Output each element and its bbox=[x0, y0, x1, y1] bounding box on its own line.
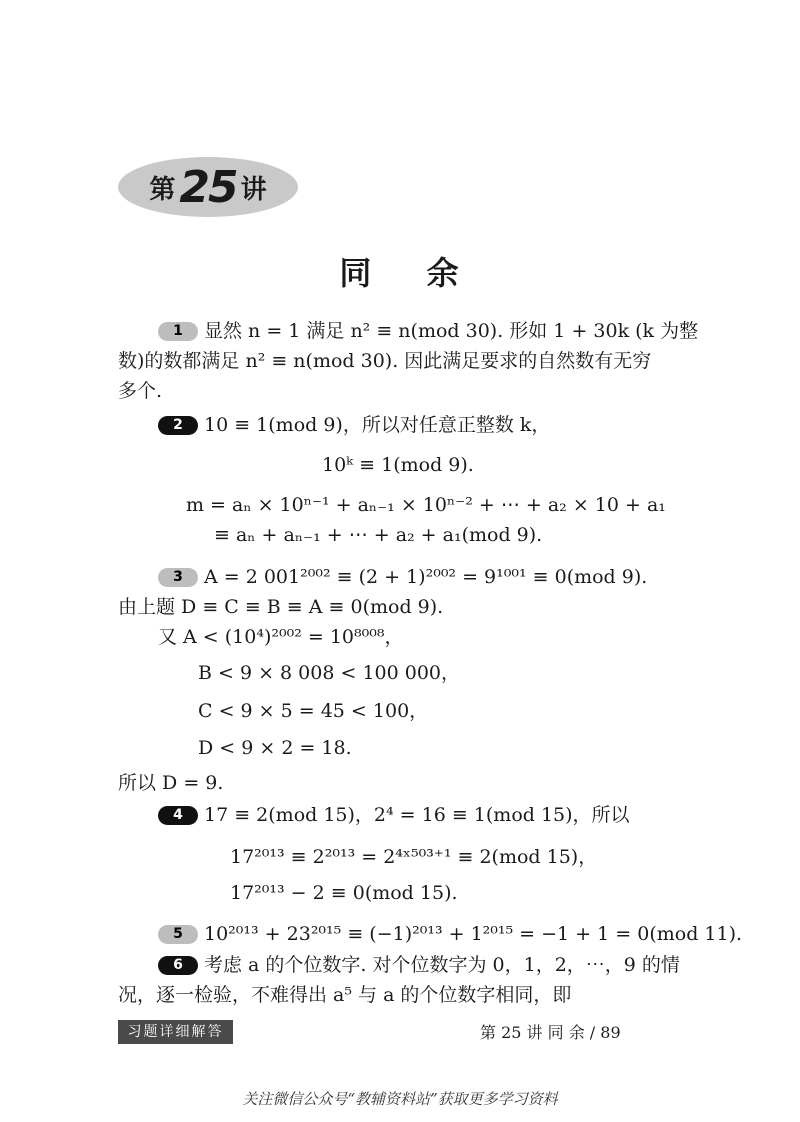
problem-2-line-1 bbox=[158, 414, 550, 436]
problem-2-line-4: ≡ aₙ + aₙ₋₁ + ⋯ + a₂ + a₁(mod 9). bbox=[214, 524, 543, 546]
problem-4-line-1 bbox=[158, 804, 630, 826]
problem-3-line-4: B < 9 × 8 008 < 100 000， bbox=[198, 662, 461, 684]
problem-2-line-3: m = aₙ × 10ⁿ⁻¹ + aₙ₋₁ × 10ⁿ⁻² + ⋯ + a₂ × 10 + a₁ bbox=[186, 494, 666, 516]
lecture-suffix: 讲 bbox=[240, 174, 267, 205]
problem-3-text-1: A = 2 001²⁰⁰² ≡ (2 + 1)²⁰⁰² = 9¹⁰⁰¹ ≡ 0(mod 9). bbox=[204, 566, 648, 588]
lecture-badge bbox=[118, 157, 298, 217]
problem-4-line-2: 17²⁰¹³ ≡ 2²⁰¹³ = 2⁴ˣ⁵⁰³⁺¹ ≡ 2(mod 15)， bbox=[230, 846, 598, 868]
problem-6-line-2: 况，逐一检验，不难得出 a⁵ 与 a 的个位数字相同，即 bbox=[118, 984, 572, 1006]
problem-1-number: 1 bbox=[158, 322, 198, 341]
problem-3-line-2: 由上题 D ≡ C ≡ B ≡ A ≡ 0(mod 9). bbox=[118, 596, 444, 618]
problem-4-text-1: 17 ≡ 2(mod 15)，2⁴ = 16 ≡ 1(mod 15)，所以 bbox=[204, 804, 630, 826]
problem-1-line-3: 多个. bbox=[118, 380, 163, 402]
page-number-label: 第 25 讲 同 余 / 89 bbox=[480, 1023, 621, 1042]
problem-2-text-1: 10 ≡ 1(mod 9)，所以对任意正整数 k， bbox=[204, 414, 551, 436]
problem-5-text-1: 10²⁰¹³ + 23²⁰¹⁵ ≡ (−1)²⁰¹³ + 1²⁰¹⁵ = −1 + 1 = 0(mod 11). bbox=[204, 923, 743, 945]
problem-3-line-5: C < 9 × 5 = 45 < 100， bbox=[198, 700, 429, 722]
problem-3-number: 3 bbox=[158, 568, 198, 587]
lecture-prefix: 第 bbox=[149, 174, 176, 205]
problem-4-line-3: 17²⁰¹³ − 2 ≡ 0(mod 15). bbox=[230, 882, 458, 904]
section-tag: 习题详细解答 bbox=[118, 1020, 233, 1044]
problem-4-number: 4 bbox=[158, 806, 198, 825]
problem-5-line-1 bbox=[158, 923, 742, 945]
problem-5-number: 5 bbox=[158, 925, 198, 944]
problem-6-text-1: 考虑 a 的个位数字. 对个位数字为 0，1，2，⋯，9 的情 bbox=[204, 954, 680, 976]
lecture-number: 25 bbox=[179, 161, 237, 213]
page-title: 同 余 bbox=[339, 254, 461, 292]
problem-1-line-1 bbox=[158, 320, 698, 342]
problem-1-text-1: 显然 n = 1 满足 n² ≡ n(mod 30). 形如 1 + 30k (k 为整 bbox=[204, 320, 699, 342]
problem-6-line-1 bbox=[158, 954, 680, 976]
problem-2-line-2: 10ᵏ ≡ 1(mod 9). bbox=[322, 454, 474, 476]
problem-1-line-2: 数)的数都满足 n² ≡ n(mod 30). 因此满足要求的自然数有无穷 bbox=[118, 350, 652, 372]
problem-3-line-3: 又 A < (10⁴)²⁰⁰² = 10⁸⁰⁰⁸， bbox=[158, 626, 404, 648]
problem-3-line-7: 所以 D = 9. bbox=[118, 772, 224, 794]
problem-3-line-6: D < 9 × 2 = 18. bbox=[198, 737, 352, 759]
bottom-watermark-note: 关注微信公众号“教辅资料站”获取更多学习资料 bbox=[242, 1090, 558, 1108]
problem-2-number: 2 bbox=[158, 416, 198, 435]
problem-3-line-1 bbox=[158, 566, 647, 588]
problem-6-number: 6 bbox=[158, 956, 198, 975]
